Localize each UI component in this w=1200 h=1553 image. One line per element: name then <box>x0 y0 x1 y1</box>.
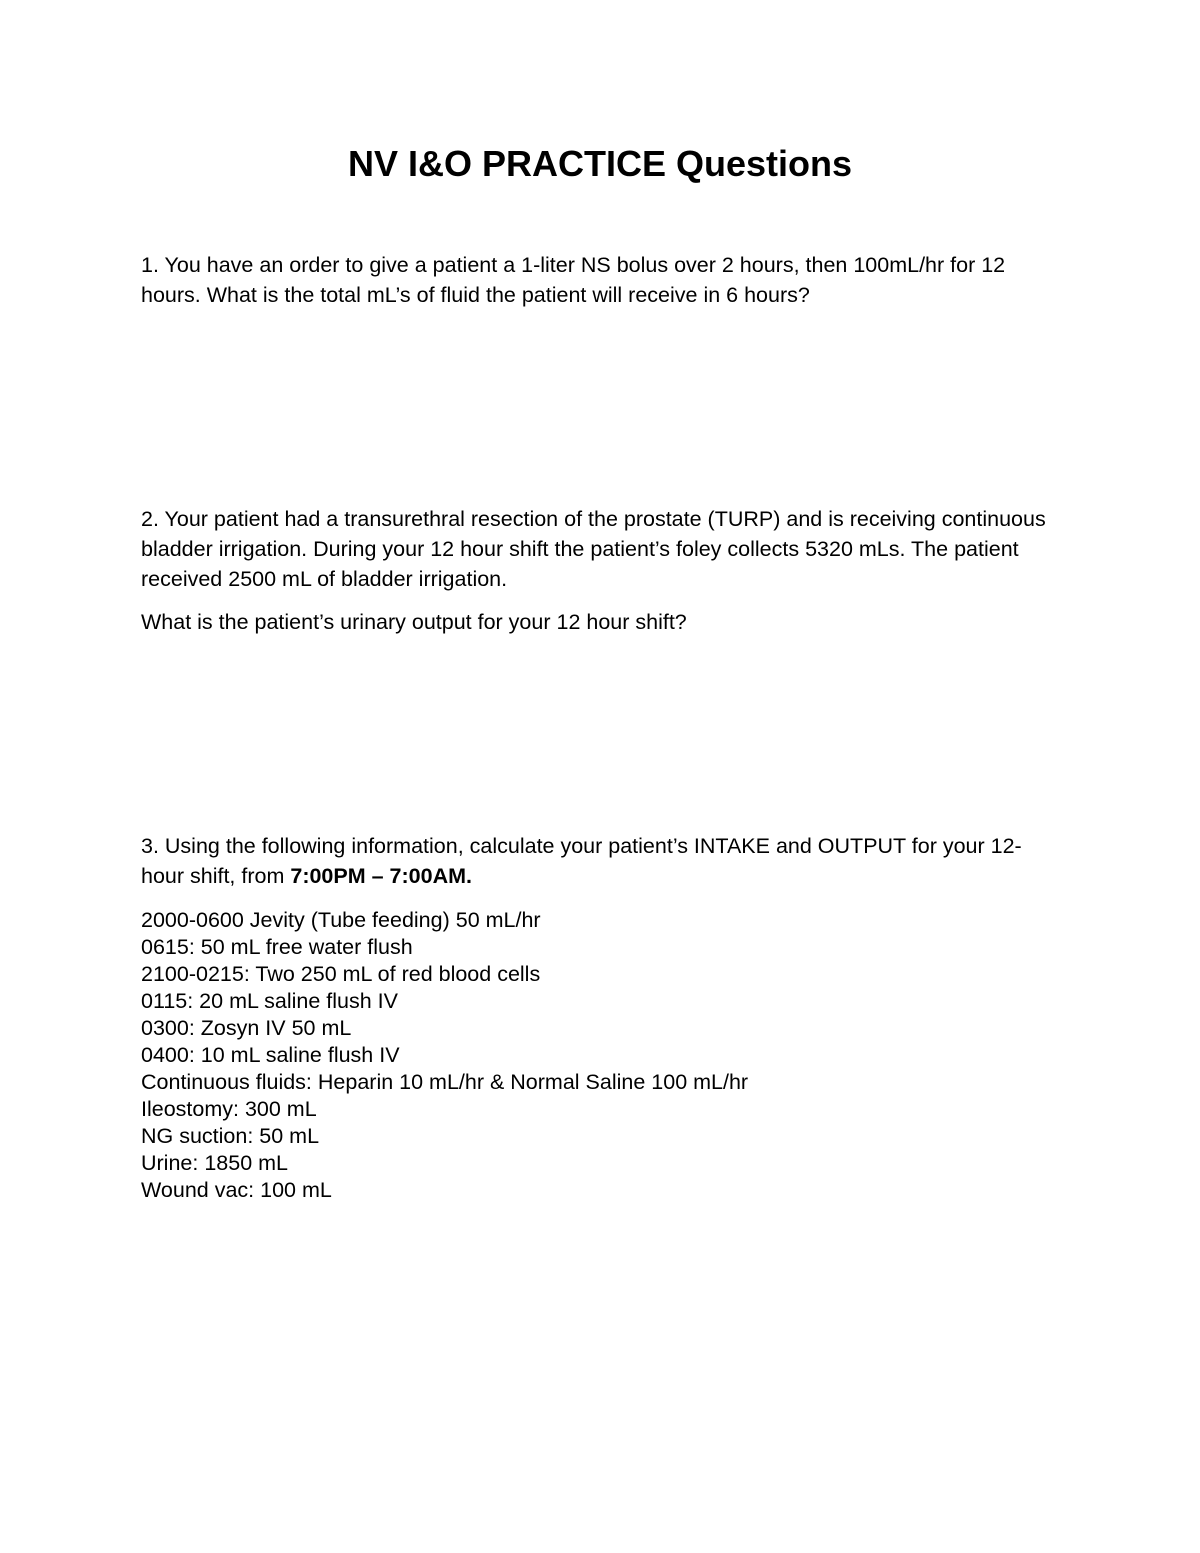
list-item: 0300: Zosyn IV 50 mL <box>141 1016 352 1040</box>
list-item: Urine: 1850 mL <box>141 1151 288 1175</box>
question-2-follow-up: What is the patient’s urinary output for your 12 hour shift? <box>141 610 687 634</box>
list-item: 2000-0600 Jevity (Tube feeding) 50 mL/hr <box>141 908 541 932</box>
list-item: NG suction: 50 mL <box>141 1124 320 1148</box>
question-3-shift-time: 7:00PM – 7:00AM. <box>290 864 472 888</box>
list-item: 0400: 10 mL saline flush IV <box>141 1043 400 1067</box>
question-2: 2. Your patient had a transurethral resection of the prostate (TURP) and is receiving continuous bladder irrigation. During your 12 hour shift the patient’s foley collects 5320 mLs. The patient received 2500 mL of bladder irrigation. <box>141 507 1046 591</box>
list-item: 0615: 50 mL free water flush <box>141 935 413 959</box>
list-item: 2100-0215: Two 250 mL of red blood cells <box>141 962 541 986</box>
list-item: Ileostomy: 300 mL <box>141 1097 317 1121</box>
question-3-info-list <box>141 907 1061 1204</box>
page-title: NV I&O PRACTICE Questions <box>347 143 853 184</box>
question-1: 1. You have an order to give a patient a 1-liter NS bolus over 2 hours, then 100mL/hr for 12 hours. What is the total mL’s of fluid the patient will receive in 6 hours? <box>141 253 1006 307</box>
list-item: Wound vac: 100 mL <box>141 1178 332 1202</box>
question-3 <box>141 831 1061 891</box>
list-item: Continuous fluids: Heparin 10 mL/hr & Normal Saline 100 mL/hr <box>141 1070 749 1094</box>
question-3-text: 3. Using the following information, calculate your patient’s INTAKE and OUTPUT for your 12-hour shift, from <box>141 834 1022 888</box>
list-item: 0115: 20 mL saline flush IV <box>141 989 398 1013</box>
